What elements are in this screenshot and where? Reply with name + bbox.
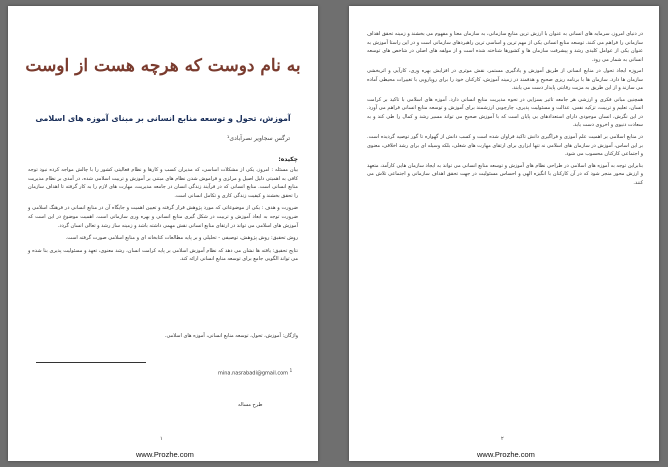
body-text [367, 30, 643, 190]
footer-watermark: www.Prozhe.com [477, 450, 535, 459]
body-paragraph: امروزه ایجاد تحول در منابع انسانی از طریق آموزش و یادگیری مستمر، نقش موثری در افزایش بهره وری، کارآیی و اثربخشی سازمان ها دارد. سازمان ها با برنامه ریزی صحیح و هدفمند در زمینه آموزش، کارکنان خود را برای رویارویی با تغییرات محیطی آماده می سازند و از این طریق به مزیت رقابتی پایدار دست می یابند. [367, 68, 643, 92]
abstract-paragraph: بیان مسئله : امروز، یکی از مشکلات اساسی، که مدیران کسب و کارها و نظام فعالیتی کشور را با چالش مواجه کرده نبود توجه کافی به اهمیتی دلیل اصیل و مرلزی و فراموش شدن نظام های مبتنی بر آموزش و تربیت اسلامی شده، در آمدی بر نظام مدیریت منابع انسانی است. منابع انسانی که در فرآیند زندگی انسان در جامعه مدیریت، مهارت های لازم را به کار گرفته تا اهداف سازمان را تحقق بخشند و کیفیت زندگی کاری و تکامل انسانی است. [28, 167, 298, 199]
abstract-paragraph: نتایج تحقیق: یافته ها نشان می دهد که نظام آموزش اسلامی بر پایه کرامت انسان، رشد معنوی، تعهد و مسئولیت پذیری بنا شده و می تواند الگویی جامع برای توسعه منابع انسانی ارائه کند. [28, 247, 298, 263]
footnote-marker: 1 [289, 368, 293, 373]
footnote-divider [36, 362, 146, 363]
abstract-paragraph: روش تحقیق: روش پژوهش، توصیفی - تحلیلی و بر پایه مطالعات کتابخانه ای و منابع اسلامی صورت گرفته است. [65, 235, 298, 242]
page-number: ۱ [160, 436, 163, 442]
footer-watermark: www.Prozhe.com [136, 450, 194, 459]
author-name: ترگس سجاویر نصرآبادی¹ [226, 135, 290, 142]
keywords-line: واژگان: آموزش، تحول، توسعه منابع انسانی، آموزه های اسلامی. [164, 333, 298, 339]
article-title: آموزش، تحول و توسعه منابع انسانی بر مبنای آموزه های اسلامی [35, 114, 291, 123]
body-paragraph: در منابع اسلامی بر اهمیت علم آموزی و فراگیری دانش تاکید فراوان شده است و کسب دانش از گهواره تا گور توصیه گردیده است. بر این اساس، آموزش در سازمان های اسلامی نه تنها ابزاری برای ارتقای مهارت های شغلی، بلکه وسیله ای برای رشد اخلاقی، معنوی و اجتماعی کارکنان محسوب می شود. [367, 134, 643, 158]
author-email [218, 368, 292, 377]
abstract-heading: چکیده: [278, 156, 298, 163]
author-email-text: mina.nasrabadi@gmail.com [218, 370, 288, 377]
page-number: ۲ [501, 436, 504, 442]
document-page-1 [8, 6, 318, 461]
body-paragraph: همچنین مبانی فکری و ارزشی هر جامعه تاثیر بسزایی در نحوه مدیریت منابع انسانی دارد. آموزه های اسلامی با تاکید بر کرامت انسان، تعلیم و تربیت، تزکیه نفس، عدالت و مسئولیت پذیری، چارچوبی ارزشمند برای آموزش و توسعه منابع انسانی فراهم می آورد. در این نگرش، انسان موجودی دارای استعدادهای بی پایان است که با آموزش صحیح می تواند مسیر رشد و کمال را طی کند و به سعادت دنیوی و اخروی دست یابد. [367, 96, 643, 129]
abstract-paragraph: ضرورت و هدف : یکی از موضوعاتی که مورد پژوهش قرار گرفته و تعیین اهمیت و جایگاه آن در منابع انسانی در فرهنگ اسلامی و ضرورت توجه به ابعاد آموزش و تربیت در شکل گیری منابع انسانی و بهره وری سازمانی است. اهمیت موضوع در این است که آموزش های اسلامی می تواند در ارتقای منابع انسانی نقش مهمی داشته باشد و زمینه ساز رشد و تعالی انسان گردد. [28, 205, 298, 229]
problem-statement-heading: طرح مساله [238, 402, 263, 408]
page-title: به نام دوست که هرچه هست از اوست [25, 56, 301, 76]
document-page-2 [349, 6, 659, 461]
body-paragraph: بنابراین توجه به آموزه های اسلامی در طراحی نظام های آموزش و توسعه منابع انسانی می تواند به ایجاد سازمان هایی کارآمد، متعهد و ارزش محور منجر شود که در آن کارکنان با انگیزه الهی و احساس مسئولیت در جهت تحقق اهداف سازمانی و اجتماعی تلاش می کنند. [367, 162, 643, 186]
abstract-body [28, 166, 298, 268]
body-paragraph: در دنیای امروز، سرمایه های انسانی به عنوان با ارزش ترین منابع سازمانی، به سازمان معنا و مفهوم می بخشند و زمینه تحقق اهداف سازمانی را فراهم می کنند. توسعه منابع انسانی یکی از مهم ترین و اساسی ترین راهبردهای سازمانی است و در این راستا آموزش به عنوان یکی از عوامل کلیدی رشد و پیشرفت سازمان ها و کشورها شناخته شده است و از مولفه های اصلی در شاخص های توسعه انسانی به شمار می رود. [367, 31, 643, 63]
